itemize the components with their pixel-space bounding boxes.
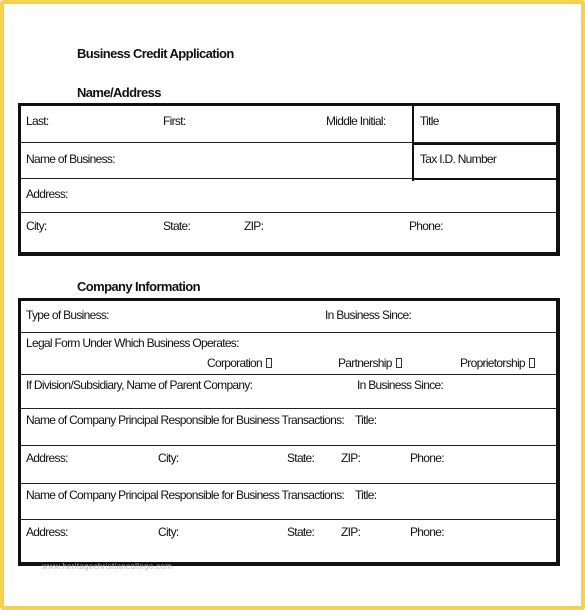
legal-form-label: Legal Form Under Which Business Operates: — [26, 336, 239, 350]
division-in-business-since-field[interactable]: In Business Since: — [357, 378, 444, 392]
principal-state-field[interactable]: State: — [287, 525, 315, 539]
parent-company-field[interactable]: If Division/Subsidiary, Name of Parent Company: — [26, 378, 253, 392]
principal-state-field[interactable]: State: — [287, 451, 315, 465]
state-field[interactable]: State: — [163, 219, 191, 233]
divider — [21, 519, 556, 520]
principal-address-field[interactable]: Address: — [26, 451, 68, 465]
principal-zip-field[interactable]: ZIP: — [341, 451, 361, 465]
principal-phone-field[interactable]: Phone: — [410, 451, 444, 465]
principal-address-field[interactable]: Address: — [26, 525, 68, 539]
principal-zip-field[interactable]: ZIP: — [341, 525, 361, 539]
company-info-box — [18, 298, 560, 566]
document-title: Business Credit Application — [77, 46, 234, 61]
principal-name-field[interactable]: Name of Company Principal Responsible for Business Transactions: — [26, 413, 345, 427]
principal-title-field[interactable]: Title: — [355, 488, 377, 502]
name-address-box — [18, 103, 560, 256]
partnership-option-label: Partnership — [338, 356, 392, 370]
proprietorship-option-label: Proprietorship — [460, 356, 525, 370]
principal-name-field[interactable]: Name of Company Principal Responsible for Business Transactions: — [26, 488, 345, 502]
first-name-field[interactable]: First: — [163, 114, 186, 128]
divider — [21, 332, 556, 333]
company-info-heading: Company Information — [77, 279, 200, 294]
in-business-since-field[interactable]: In Business Since: — [325, 308, 412, 322]
middle-initial-field[interactable]: Middle Initial: — [326, 114, 386, 128]
type-of-business-field[interactable]: Type of Business: — [26, 308, 109, 322]
divider — [21, 408, 556, 409]
principal-title-field[interactable]: Title: — [355, 413, 377, 427]
proprietorship-checkbox[interactable] — [529, 358, 535, 368]
proprietorship-option[interactable] — [460, 356, 535, 370]
tax-box-divider — [412, 178, 556, 180]
business-name-field[interactable]: Name of Business: — [26, 152, 115, 166]
watermark: www.heritagechristiancollege.com — [42, 562, 173, 571]
tax-id-field[interactable]: Tax I.D. Number — [420, 152, 497, 166]
partnership-checkbox[interactable] — [396, 358, 402, 368]
divider — [21, 445, 556, 446]
title-box-divider — [412, 143, 556, 145]
city-field[interactable]: City: — [26, 219, 47, 233]
divider — [21, 374, 556, 375]
principal-phone-field[interactable]: Phone: — [410, 525, 444, 539]
principal-city-field[interactable]: City: — [158, 451, 179, 465]
corporation-option-label: Corporation — [207, 356, 263, 370]
partnership-option[interactable] — [338, 356, 402, 370]
last-name-field[interactable]: Last: — [26, 114, 49, 128]
corporation-checkbox[interactable] — [266, 358, 272, 368]
name-address-heading: Name/Address — [77, 85, 161, 100]
principal-city-field[interactable]: City: — [158, 525, 179, 539]
phone-field[interactable]: Phone: — [409, 219, 443, 233]
title-field[interactable]: Title — [420, 114, 439, 128]
address-field[interactable]: Address: — [26, 187, 68, 201]
divider — [21, 483, 556, 484]
zip-field[interactable]: ZIP: — [244, 219, 264, 233]
corporation-option[interactable] — [207, 356, 272, 370]
divider — [21, 212, 556, 213]
